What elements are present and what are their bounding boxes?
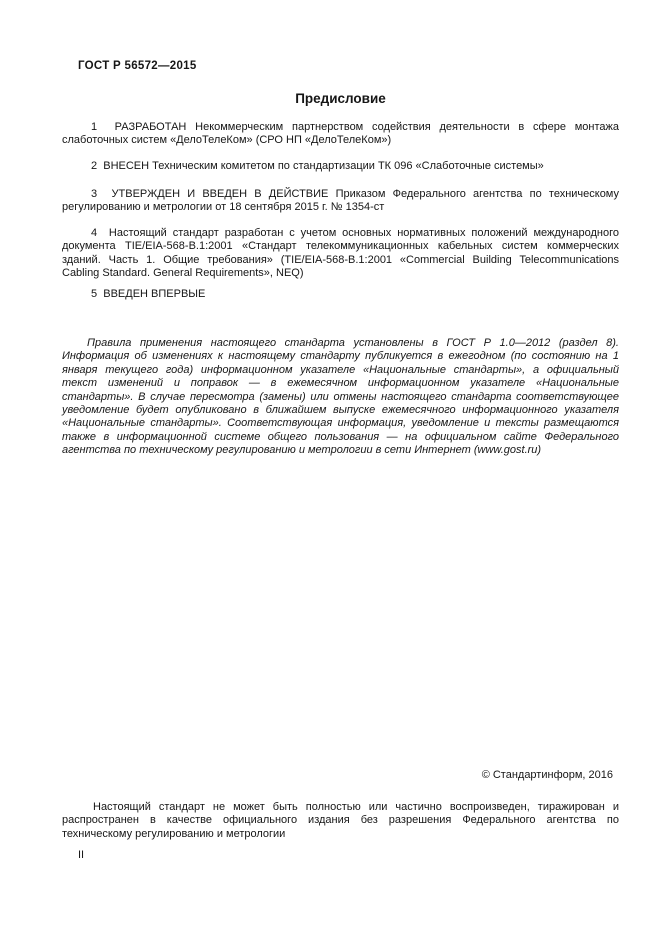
copyright-notice: © Стандартинформ, 2016 [481,769,613,781]
foreword-item-first-introduced: 5 ВВЕДЕН ВПЕРВЫЕ [91,288,206,300]
page-number: II [78,849,85,861]
page-title: Предисловие [295,91,386,106]
foreword-item-developed: 1 РАЗРАБОТАН Некоммерческим партнерством содействия деятельности в сфере монтажа слаботочных систем «ДелоТелеКом» (СРО НП «ДелоТелеКом») [62,121,623,147]
foreword-item-approved: 3 УТВЕРЖДЕН И ВВЕДЕН В ДЕЙСТВИЕ Приказом Федерального агентства по техническому регулированию и метрологии от 18 сентября 2015 г. № 1354-ст [62,188,623,214]
foreword-item-basis: 4 Настоящий стандарт разработан с учетом основных нормативных положений международного документа TIE/EIA-568-B.1:2001 «Стандарт телекоммуникационных кабельных систем коммерческих зданий. Часть 1. Общие требования» (TIE/EIA-568-B.1:2001 «Commercial Building Telecommunications Cabling Standard. General Requirements», NEQ) [62,227,623,280]
document-code-header: ГОСТ Р 56572—2015 [78,60,197,72]
foreword-item-submitted: 2 ВНЕСЕН Техническим комитетом по стандартизации ТК 096 «Слаботочные системы» [91,160,544,172]
reproduction-restriction-note: Настоящий стандарт не может быть полностью или частично воспроизведен, тиражирован и распространен в качестве официального издания без разрешения Федерального агентства по техническому регулированию и метрологии [62,801,623,840]
application-rules-note: Правила применения настоящего стандарта установлены в ГОСТ Р 1.0—2012 (раздел 8). Информация об изменениях к настоящему стандарту публикуется в ежегодном (по состоянию на 1 января текущего года) информационном указателе «Национальные стандарты», а официальный текст изменений и поправок — в ежемесячном информационном указателе «Национальные стандарты». В случае пересмотра (замены) или отмены настоящего стандарта соответствующее уведомление будет опубликовано в ближайшем выпуске ежемесячного информационного указателя «Национальные стандарты». Соответствующая информация, уведомление и тексты размещаются также в информационной системе общего пользования — на официальном сайте Федерального агентства по техническому регулированию и метрологии в сети Интернет (www.gost.ru) [62,337,623,457]
